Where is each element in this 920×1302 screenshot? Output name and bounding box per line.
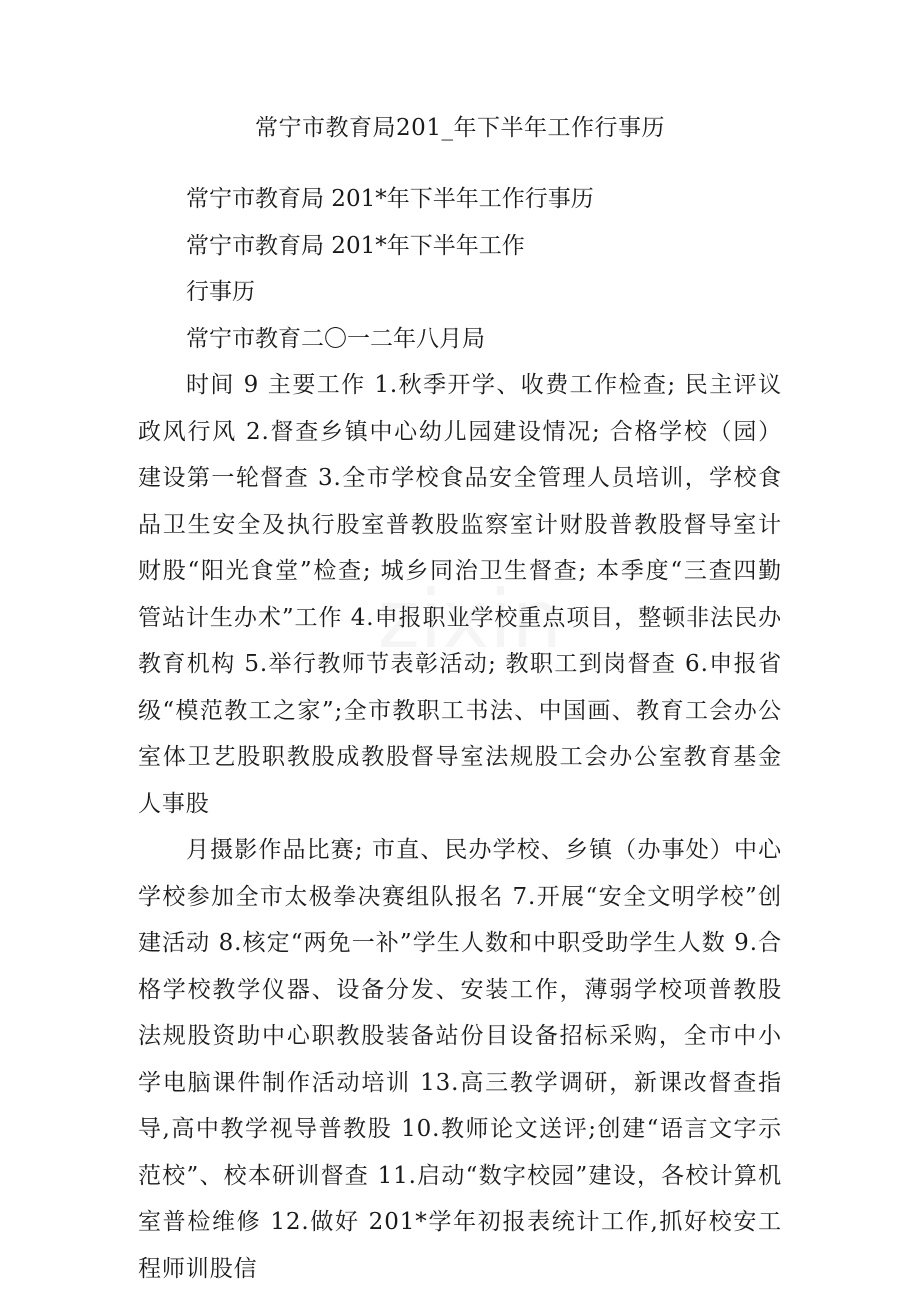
text-line-1: 常宁市教育局 201*年下半年工作行事历 — [186, 186, 594, 212]
text-line-3: 行事历 — [186, 279, 255, 305]
body-paragraph-2: 月摄影作品比赛; 市直、民办学校、乡镇（办事处）中心学校参加全市太极拳决赛组队报名 7.开展“安全文明学校”创建活动 8.核定“两免一补”学生人数和中职受助学生人数 9.合格学校教学仪器、设备分发、安装工作，薄弱学校项普教股法规股资助中心职教股装备站份目设备招标采购，全市中小学电脑课件制作活动培训 13.高三教学调研，新课改督查指导,高中教学视导普教股 10.教师论文送评;创建“语言文字示范校”、校本研训督查 11.启动“数字校园”建设，各校计算机室普检维修 12.做好 201*学年初报表统计工作,抓好校安工程师训股信 — [138, 837, 782, 1282]
text-line-2: 常宁市教育局 201*年下半年工作 — [186, 232, 525, 259]
body-paragraph-1: 时间 9 主要工作 1.秋季开学、收费工作检查; 民主评议政风行风 2.督查乡镇中心幼儿园建设情况; 合格学校（园）建设第一轮督查 3.全市学校食品安全管理人员培训，学校食品卫生安全及执行股室普教股监察室计财股普教股督导室计财股“阳光食堂”检查; 城乡同治卫生督查; 本季度“三查四勤管站计生办术”工作 4.申报职业学校重点项目，整顿非法民办教育机构 5.举行教师节表彰活动; 教职工到岗督查 6.申报省级“模范教工之家”;全市教职工书法、中国画、教育工会办公室体卫艺股职教股成教股督导室法规股工会办公室教育基金人事股 — [138, 372, 782, 817]
document-title: 常宁市教育局201_年下半年工作行事历 — [255, 115, 665, 141]
text-line-4: 常宁市教育二〇一二年八月局 — [186, 325, 485, 352]
